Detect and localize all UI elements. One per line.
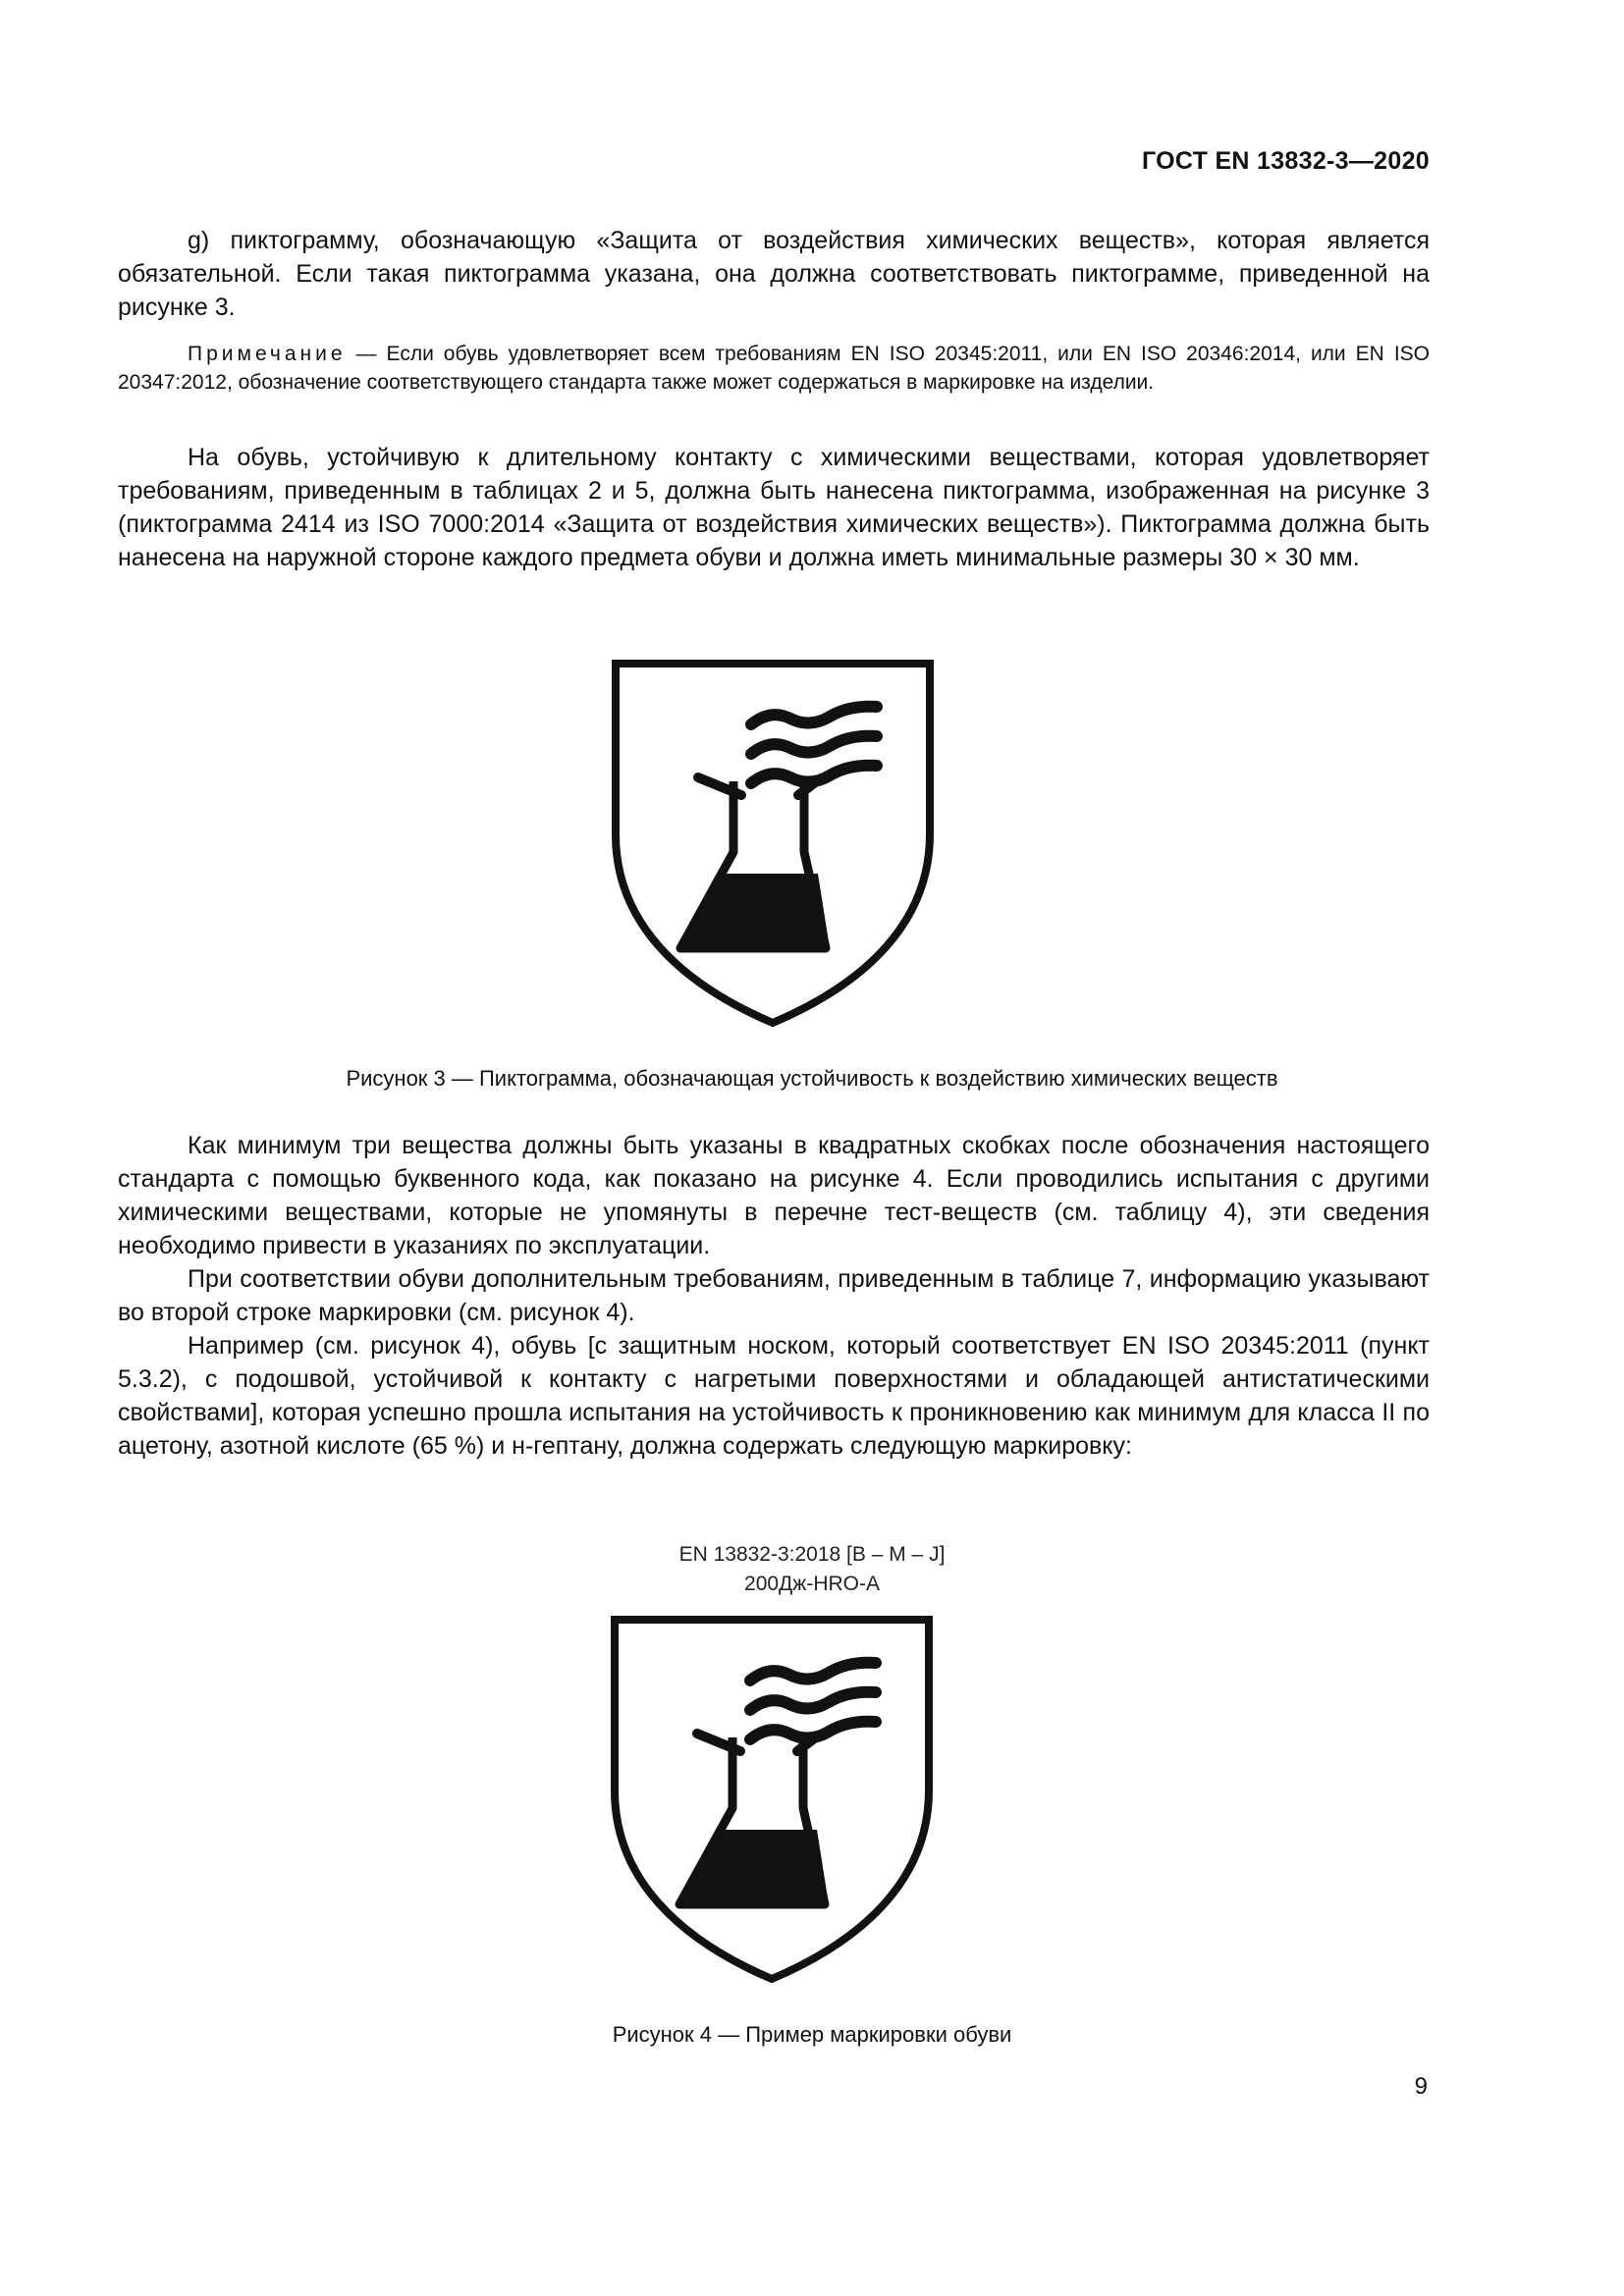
- paragraph-2: Как минимум три вещества должны быть указаны в квадратных скобках после обозначения настоящего стандарта с помощью буквенного кода, как показано на рисунке 4. Если проводились испытания с другими химическими веществами, которые не упомянуты в перечне тест-веществ (см. таблицу 4), эти сведения необходимо привести в указаниях по эксплуатации.: [118, 1132, 1430, 1259]
- figure-3-caption: Рисунок 3 — Пиктограмма, обозначающая устойчивость к воздействию химических веществ: [346, 1066, 1278, 1091]
- chemical-protection-shield-icon: [612, 660, 934, 1027]
- figure-4-caption: Рисунок 4 — Пример маркировки обуви: [612, 2022, 1012, 2047]
- paragraph-1-block: [118, 441, 1430, 574]
- paragraph-1: На обувь, устойчивую к длительному контакту с химическими веществами, которая удовлетворяет требованиям, приведенным в таблицах 2 и 5, должна быть нанесена пиктограмма, изображенная на рисунке 3 (пиктограмма 2414 из ISO 7000:2014 «Защита от воздействия химических веществ»). Пиктограмма должна быть нанесена на наружной стороне каждого предмета обуви и должна иметь минимальные размеры 30 × 30 мм.: [118, 444, 1430, 571]
- page-number: 9: [1414, 2073, 1428, 2100]
- marking-line-1: EN 13832-3:2018 [B – M – J]: [678, 1543, 946, 1566]
- paragraph-3: При соответствии обуви дополнительным требованиям, приведенным в таблице 7, информацию указывают во второй строке маркировки (см. рисунок 4).: [118, 1265, 1430, 1326]
- note-label: Примечание: [188, 343, 347, 365]
- intro-text: [118, 224, 1430, 324]
- marking-line-2: 200Дж-HRO-A: [744, 1573, 880, 1595]
- body-text: [118, 1129, 1430, 1463]
- chemical-protection-shield-icon: [611, 1616, 933, 1983]
- paragraph-4: Например (см. рисунок 4), обувь [с защитным носком, который соответствует EN ISO 20345:2011 (пункт 5.3.2), с подошвой, устойчивой к контакту с нагретыми поверхностями и обладающей антистатическими свойствами], которая успешно прошла испытания на устойчивость к проникновению как минимум для класса II по ацетону, азотной кислоте (65 %) и н-гептану, должна содержать следующую маркировку:: [118, 1332, 1430, 1460]
- note: [118, 340, 1430, 397]
- document-code: ГОСТ EN 13832-3—2020: [1142, 147, 1430, 175]
- note-text: — Если обувь удовлетворяет всем требованиям EN ISO 20345:2011, или EN ISO 20346:2014, или EN ISO 20347:2012, обозначение соответствующего стандарта также может содержаться в маркировке на изделии.: [118, 343, 1430, 394]
- item-g-paragraph: g) пиктограмму, обозначающую «Защита от воздействия химических веществ», которая является обязательной. Если такая пиктограмма указана, она должна соответствовать пиктограмме, приведенной на рисунке 3.: [118, 227, 1430, 321]
